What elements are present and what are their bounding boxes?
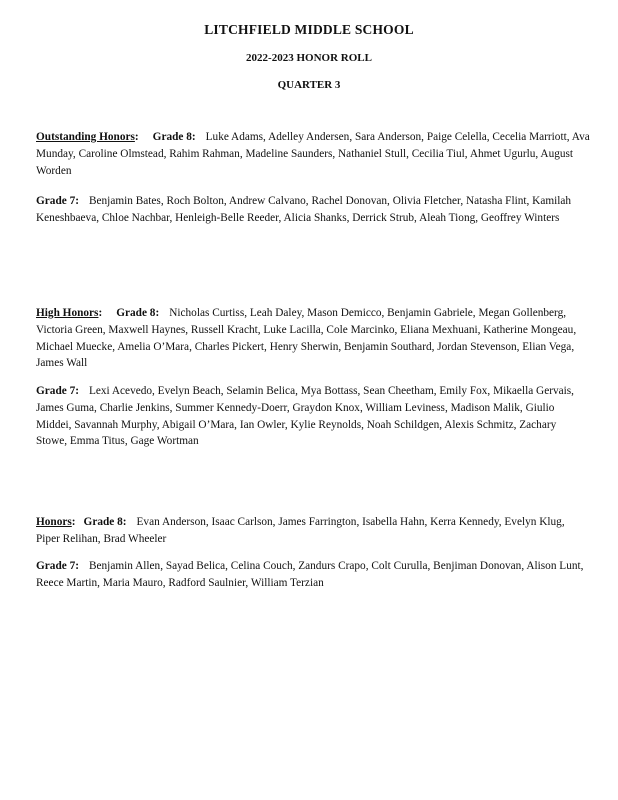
honors-grade8-paragraph	[36, 514, 590, 548]
honors-label: Honors	[36, 516, 72, 528]
honors-grade8-label: Grade 8:	[83, 516, 127, 528]
honors-grade7-label: Grade 7:	[36, 560, 79, 572]
label-colon: :	[134, 131, 139, 143]
high-grade7-label: Grade 7:	[36, 385, 79, 397]
quarter-title: QUARTER 3	[277, 79, 341, 91]
outstanding-grade8-names: Luke Adams, Adelley Andersen, Sara Anderson, Paige Celella, Cecelia Marriott, Ava Munday, Caroline Olmstead, Rahim Rahman, Madeline Saunders, Nathaniel Stull, Cecilia Tiul, Ahmet Ugurlu, August Worden	[36, 131, 590, 177]
outstanding-grade7-paragraph	[36, 193, 590, 227]
year-title: 2022-2023 HONOR ROLL	[246, 52, 372, 64]
school-name: LITCHFIELD MIDDLE SCHOOL	[204, 22, 414, 37]
high-grade8-label: Grade 8:	[116, 307, 160, 319]
high-grade8-paragraph	[36, 305, 590, 372]
outstanding-honors-label: Outstanding Honors	[36, 131, 135, 143]
label-colon: :	[98, 307, 103, 319]
high-honors-label: High Honors	[36, 307, 99, 319]
high-grade7-paragraph	[36, 383, 590, 450]
label-colon: :	[71, 516, 76, 528]
outstanding-grade7-label: Grade 7:	[36, 195, 79, 207]
outstanding-grade8-label: Grade 8:	[152, 131, 196, 143]
high-grade7-names: Lexi Acevedo, Evelyn Beach, Selamin Belica, Mya Bottass, Sean Cheetham, Emily Fox, Mikaella Gervais, James Guma, Charlie Jenkins, Summer Kennedy-Doerr, Graydon Knox, William Leviness, Madison Malik, Giulio Middei, Savannah Murphy, Abigail O’Mara, Ian Owler, Kylie Reynolds, Noah Schildgen, Alexis Schmitz, Zachary Stowe, Emma Titus, Gage Wortman	[36, 385, 575, 448]
high-grade8-names: Nicholas Curtiss, Leah Daley, Mason Demicco, Benjamin Gabriele, Megan Gollenberg, Victoria Green, Maxwell Haynes, Russell Kracht, Luke Lacilla, Cole Marcinko, Eliana Mexhuani, Katherine Mongeau, Michael Muecke, Amelia O’Mara, Charles Pickert, Henry Sherwin, Benjamin Southard, Jordan Stevenson, Elian Vega, James Wall	[36, 307, 577, 370]
honors-grade7-names: Benjamin Allen, Sayad Belica, Celina Couch, Zandurs Crapo, Colt Curulla, Benjiman Donovan, Alison Lunt, Reece Martin, Maria Mauro, Radford Saulnier, William Terzian	[36, 560, 584, 589]
outstanding-grade8-paragraph	[36, 129, 590, 179]
honors-grade8-names: Evan Anderson, Isaac Carlson, James Farrington, Isabella Hahn, Kerra Kennedy, Evelyn Klug, Piper Relihan, Brad Wheeler	[36, 516, 565, 545]
outstanding-grade7-names: Benjamin Bates, Roch Bolton, Andrew Calvano, Rachel Donovan, Olivia Fletcher, Natasha Flint, Kamilah Keneshbaeva, Chloe Nachbar, Henleigh-Belle Reeder, Alicia Shanks, Derrick Strub, Aleah Tiong, Geoffrey Winters	[36, 195, 572, 224]
honors-grade7-paragraph	[36, 558, 590, 592]
